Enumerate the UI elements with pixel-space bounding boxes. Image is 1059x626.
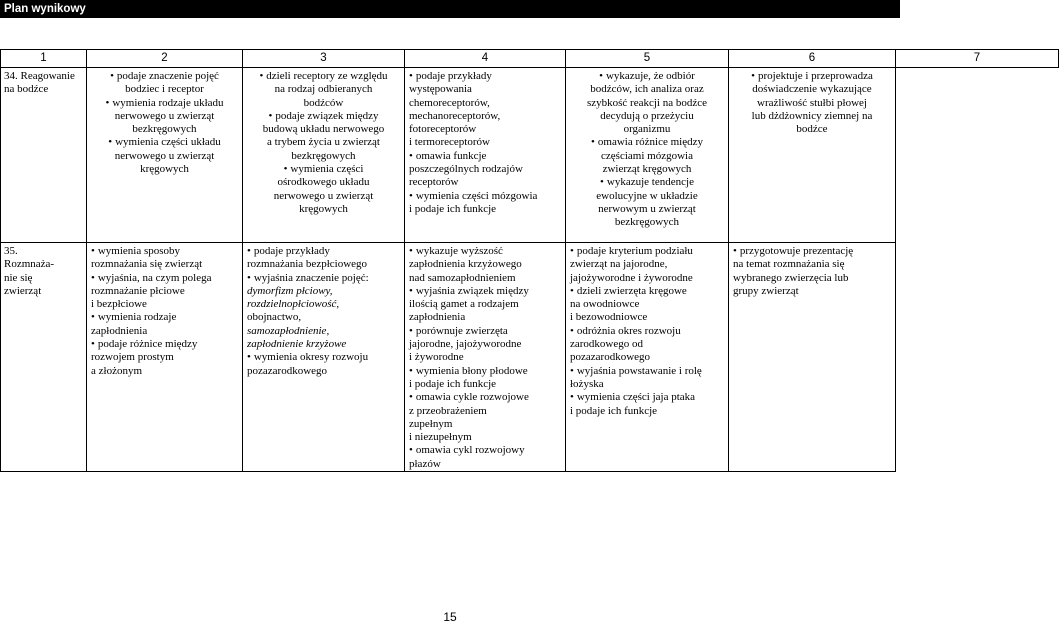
bullet-item: • podaje związek między: [247, 110, 400, 123]
bullet-item: • wymienia części jaja ptaka: [570, 391, 724, 404]
text-line: pozazarodkowego: [247, 364, 328, 377]
requirement-cell: [87, 243, 243, 472]
text-line: nad samozapłodnieniem: [409, 271, 516, 284]
text-line: i żyworodne: [409, 351, 464, 364]
text-line: z przeobrażeniem: [409, 404, 487, 417]
text-line: zapłodnienia krzyżowego: [409, 258, 522, 271]
text-line: nerwowego u zwierząt: [114, 149, 215, 162]
text-line: fotoreceptorów: [409, 123, 477, 136]
bullet-item: • wyjaśnia, na czym polega: [91, 272, 238, 285]
requirement-cell: [405, 243, 566, 472]
topic-line: na bodźce: [4, 83, 49, 96]
text-line: bodziec i receptor: [125, 83, 204, 96]
text-line: zapłodnienia: [91, 324, 148, 337]
text-line: budową układu nerwowego: [262, 123, 385, 136]
bullet-item: • wymienia rodzaje układu: [91, 97, 238, 110]
text-line: szybkość reakcji na bodźce: [586, 96, 708, 109]
text-line: zwierząt kręgowych: [602, 163, 692, 176]
bullet-item: • projektuje i przeprowadza: [733, 70, 891, 83]
text-line: zupełnym: [409, 417, 453, 430]
text-line: i podaje ich funkcje: [409, 202, 497, 215]
text-line: i podaje ich funkcje: [409, 377, 497, 390]
text-line: mechanoreceptorów,: [409, 109, 501, 122]
requirement-cell: [566, 68, 729, 243]
bullet-item: • porównuje zwierzęta: [409, 325, 561, 338]
column-number: 6: [729, 50, 896, 68]
text-line: bezkręgowych: [291, 149, 356, 162]
column-number: 3: [243, 50, 405, 68]
text-line: zwierząt na jajorodne,: [570, 258, 668, 271]
requirement-cell: [405, 68, 566, 243]
text-line: nerwowym u zwierząt: [598, 202, 696, 215]
text-line: i podaje ich funkcje: [570, 404, 658, 417]
bullet-item: • dzieli receptory ze względu: [247, 70, 400, 83]
header-row: [1, 50, 1059, 68]
text-line: bodźców: [303, 96, 344, 109]
text-line: rozmnażania bezpłciowego: [247, 258, 368, 271]
bullet-item: • podaje różnice między: [91, 338, 238, 351]
topic-cell: [1, 68, 87, 243]
text-line: ośrodkowego układu: [277, 176, 370, 189]
text-line: jajorodne, jajożyworodne: [409, 338, 522, 351]
text-line: bezkręgowych: [614, 216, 680, 229]
text-line: rozmnażania się zwierząt: [91, 258, 203, 271]
text-line: i bezpłciowe: [91, 298, 147, 311]
text-line: wrażliwość stułbi płowej: [757, 96, 867, 109]
text-line: zarodkowego od: [570, 338, 644, 351]
plan-table: [0, 49, 1059, 472]
bullet-item: • wymienia błony płodowe: [409, 365, 561, 378]
text-line: zapłodnienie krzyżowe: [247, 338, 347, 351]
plan-title-bar: [0, 0, 900, 18]
column-number: 5: [566, 50, 729, 68]
bullet-item: • wymienia okresy rozwoju: [247, 351, 400, 364]
requirement-cell: [566, 243, 729, 472]
topic-line: 35.: [4, 245, 18, 257]
text-line: samozapłodnienie,: [247, 324, 330, 337]
bullet-item: • omawia cykle rozwojowe: [409, 391, 561, 404]
bullet-item: • odróżnia okres rozwoju: [570, 325, 724, 338]
topic-cell: [1, 243, 87, 472]
text-line: kręgowych: [299, 202, 348, 215]
text-line: rozmnażanie płciowe: [91, 284, 185, 297]
topic-line: nie się: [4, 271, 33, 284]
text-line: nerwowego u zwierząt: [114, 109, 215, 122]
bullet-item: • wymienia części: [247, 163, 400, 176]
bullet-item: • wykazuje wyższość: [409, 245, 561, 258]
bullet-item: • podaje kryterium podziału: [570, 245, 724, 258]
text-line: płazów: [409, 457, 441, 470]
bullet-item: • omawia różnice między: [570, 136, 724, 149]
text-line: i termoreceptorów: [409, 136, 490, 149]
text-line: a trybem życia u zwierząt: [267, 136, 380, 149]
bullet-item: • wykazuje tendencje: [570, 176, 724, 189]
requirement-cell: [87, 68, 243, 243]
text-line: na temat rozmnażania się: [733, 258, 845, 271]
text-line: i bezowodniowce: [570, 311, 648, 324]
requirement-cell: [243, 68, 405, 243]
column-number: 2: [87, 50, 243, 68]
requirement-cell: [729, 68, 896, 243]
text-line: wybranego zwierzęcia lub: [733, 271, 849, 284]
bullet-item: • wymienia części układu: [91, 136, 238, 149]
text-line: występowania: [409, 83, 472, 96]
column-number: 4: [405, 50, 566, 68]
page-number: 15: [443, 610, 457, 624]
text-line: pozazarodkowego: [570, 351, 651, 364]
bullet-item: • wyjaśnia znaczenie pojęć:: [247, 272, 400, 285]
bullet-item: • omawia cykl rozwojowy: [409, 444, 561, 457]
text-line: na rodzaj odbieranych: [274, 83, 373, 96]
column-number: 7: [896, 50, 1059, 68]
text-line: częściami mózgowia: [601, 149, 693, 162]
text-line: a złożonym: [91, 364, 143, 377]
text-line: organizmu: [623, 123, 671, 136]
text-line: na owodniowce: [570, 298, 640, 311]
bullet-item: • wymienia sposoby: [91, 245, 238, 258]
text-line: jajożyworodne i żyworodne: [570, 271, 693, 284]
bullet-item: • podaje znaczenie pojęć: [91, 70, 238, 83]
text-line: bodźce: [796, 123, 828, 136]
text-line: chemoreceptorów,: [409, 96, 490, 109]
text-line: rozdzielnopłciowość,: [247, 298, 340, 311]
text-line: poszczególnych rodzajów: [409, 163, 523, 176]
requirement-cell: [243, 243, 405, 472]
bullet-item: • wyjaśnia związek między: [409, 285, 561, 298]
text-line: bezkręgowych: [132, 123, 197, 136]
text-line: obojnactwo,: [247, 311, 302, 324]
text-line: ilością gamet a rodzajem: [409, 298, 519, 311]
bullet-item: • dzieli zwierzęta kręgowe: [570, 285, 724, 298]
bullet-item: • wymienia części mózgowia: [409, 190, 561, 203]
text-line: decydują o przeżyciu: [600, 109, 694, 122]
table-row: [1, 68, 1059, 243]
bullet-item: • wymienia rodzaje: [91, 311, 238, 324]
bullet-item: • wyjaśnia powstawanie i rolę: [570, 365, 724, 378]
text-line: bodźców, ich analiza oraz: [590, 83, 704, 96]
text-line: dymorfizm płciowy,: [247, 284, 333, 297]
text-line: ewolucyjne w układzie: [596, 189, 698, 202]
topic-line: 34. Reagowanie: [4, 70, 75, 82]
requirement-cell: [729, 243, 896, 472]
topic-line: Rozmnaża-: [4, 258, 55, 271]
text-line: i niezupełnym: [409, 431, 472, 444]
plan-title: Plan wynikowy: [4, 3, 86, 15]
table-row: [1, 243, 1059, 472]
column-number: 1: [1, 50, 87, 68]
bullet-item: • podaje przykłady: [247, 245, 400, 258]
text-line: łożyska: [570, 377, 604, 390]
text-line: grupy zwierząt: [733, 284, 799, 297]
text-line: rozwojem prostym: [91, 351, 174, 364]
text-line: doświadczenie wykazujące: [752, 83, 872, 96]
text-line: lub dżdżownicy ziemnej na: [751, 109, 873, 122]
text-line: kręgowych: [140, 163, 189, 176]
text-line: nerwowego u zwierząt: [273, 189, 374, 202]
bullet-item: • wykazuje, że odbiór: [570, 70, 724, 83]
bullet-item: • przygotowuje prezentację: [733, 245, 891, 258]
topic-line: zwierząt: [4, 284, 42, 297]
text-line: zapłodnienia: [409, 311, 466, 324]
bullet-item: • omawia funkcje: [409, 150, 561, 163]
bullet-item: • podaje przykłady: [409, 70, 561, 83]
text-line: receptorów: [409, 176, 459, 189]
